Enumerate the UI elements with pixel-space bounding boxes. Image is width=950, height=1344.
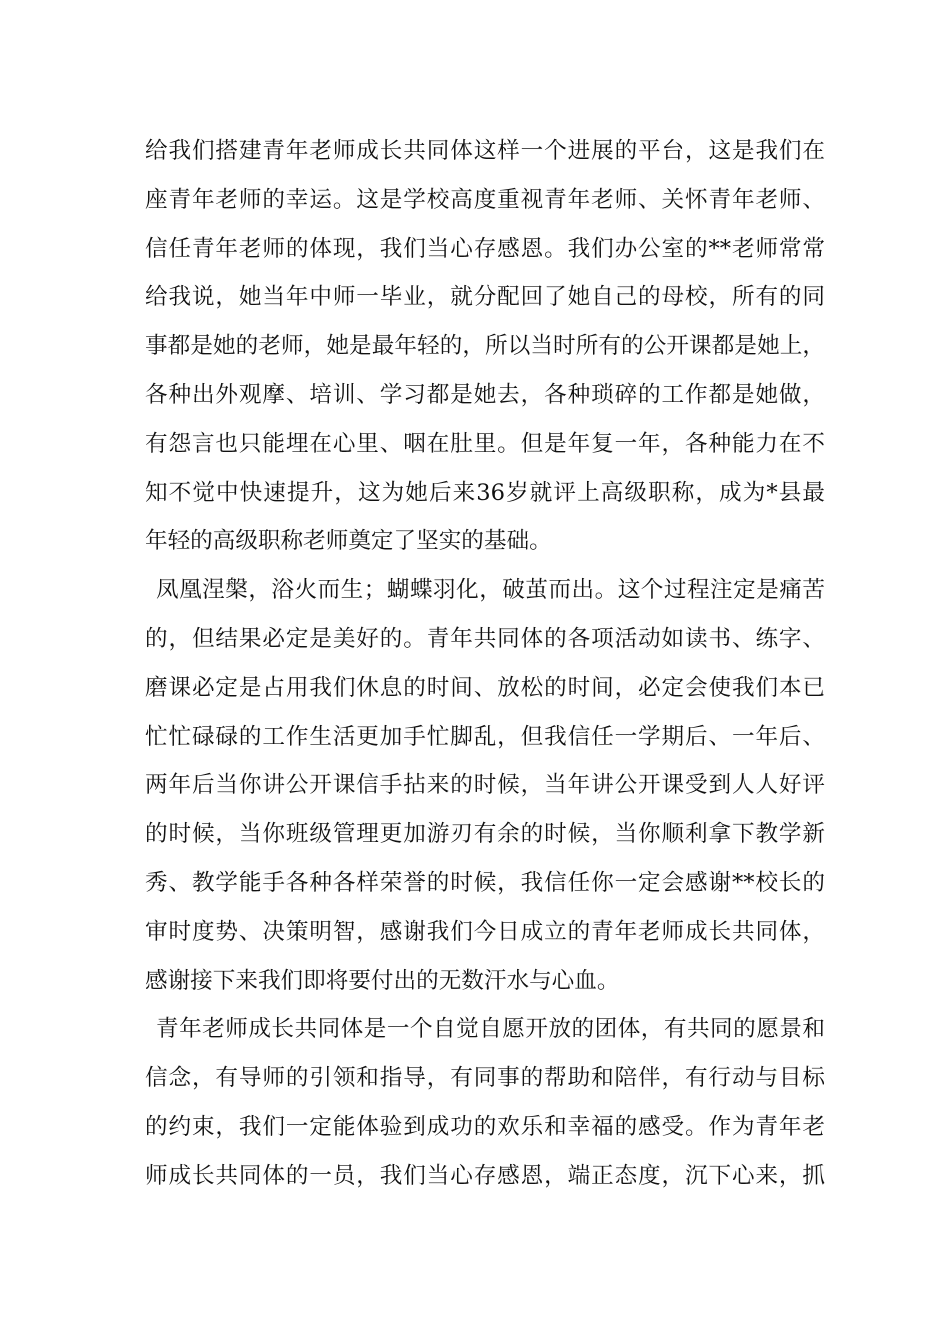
text-line: 的约束，我们一定能体验到成功的欢乐和幸福的感受。作为青年老 (145, 1113, 825, 1140)
paragraph-3 (145, 1005, 825, 1200)
text-line: 信念，有导师的引领和指导，有同事的帮助和陪伴，有行动与目标 (145, 1065, 825, 1092)
paragraph-1 (145, 127, 825, 566)
text-line: 青年老师成长共同体是一个自觉自愿开放的团体，有共同的愿景和 (156, 1016, 825, 1043)
text-line: 忙忙碌碌的工作生活更加手忙脚乱，但我信任一学期后、一年后、 (145, 723, 825, 750)
text-line: 两年后当你讲公开课信手拈来的时候，当年讲公开课受到人人好评 (145, 772, 825, 799)
text-line: 磨课必定是占用我们休息的时间、放松的时间，必定会使我们本已 (145, 674, 825, 701)
text-line: 秀、教学能手各种各样荣誉的时候，我信任你一定会感谢**校长的 (145, 869, 825, 896)
paragraph-2 (145, 566, 825, 1005)
text-line: 知不觉中快速提升，这为她后来36岁就评上高级职称，成为*县最 (145, 479, 825, 506)
text-line: 的时候，当你班级管理更加游刃有余的时候，当你顺利拿下教学新 (145, 821, 825, 848)
text-line: 审时度势、决策明智，感谢我们今日成立的青年老师成长共同体， (145, 918, 825, 945)
text-line: 座青年老师的幸运。这是学校高度重视青年老师、关怀青年老师、 (145, 186, 825, 213)
text-line: 师成长共同体的一员，我们当心存感恩，端正态度，沉下心来，抓 (145, 1162, 825, 1189)
text-line: 给我说，她当年中师一毕业，就分配回了她自己的母校，所有的同 (145, 284, 825, 311)
text-line: 信任青年老师的体现，我们当心存感恩。我们办公室的**老师常常 (145, 235, 825, 262)
text-line: 年轻的高级职称老师奠定了坚实的基础。 (145, 528, 552, 555)
text-line: 各种出外观摩、培训、学习都是她去，各种琐碎的工作都是她做， (145, 381, 825, 408)
text-line: 凤凰涅槃，浴火而生；蝴蝶羽化，破茧而出。这个过程注定是痛苦 (156, 577, 825, 604)
text-line: 的，但结果必定是美好的。青年共同体的各项活动如读书、练字、 (145, 625, 825, 652)
text-line: 事都是她的老师，她是最年轻的，所以当时所有的公开课都是她上， (145, 333, 825, 360)
text-line: 感谢接下来我们即将要付出的无数汗水与心血。 (145, 967, 620, 994)
document-body (145, 127, 825, 1201)
text-line: 给我们搭建青年老师成长共同体这样一个进展的平台，这是我们在 (145, 138, 825, 164)
text-line: 有怨言也只能埋在心里、咽在肚里。但是年复一年，各种能力在不 (145, 430, 825, 457)
